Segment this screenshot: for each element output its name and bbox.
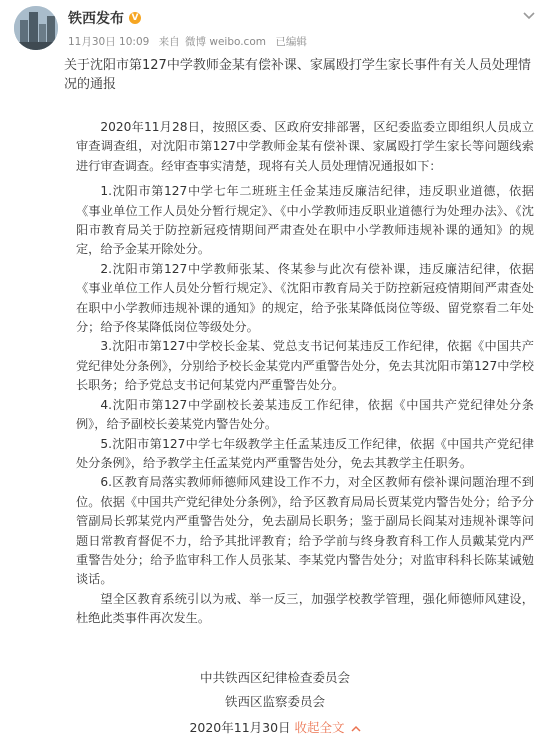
post-date[interactable]: 11月30日 10:09 bbox=[68, 36, 150, 48]
paragraph: 望全区教育系统引以为戒、举一反三，加强学校教学管理，强化师德师风建设，杜绝此类事件再次发生。 bbox=[76, 591, 534, 626]
chevron-down-icon[interactable] bbox=[522, 6, 536, 25]
source-prefix: 来自 bbox=[158, 36, 180, 48]
collapse-button[interactable] bbox=[295, 720, 361, 735]
avatar[interactable] bbox=[14, 6, 58, 50]
signature-line: 铁西区监察委员会 bbox=[224, 694, 325, 709]
signature-line: 中共铁西区纪律检查委员会 bbox=[199, 670, 350, 685]
signature-date-row bbox=[100, 718, 450, 736]
paragraph: 2020年11月28日，按照区委、区政府安排部署，区纪委监委立即组织人员成立审查调查组，对沈阳市第127中学教师金某有偿补课、家属殴打学生家长等问题线索进行审查调查。经审查事实清楚，现将有关人员处理情况通报如下： bbox=[76, 120, 534, 173]
collapse-label[interactable]: 收起全文 bbox=[294, 720, 345, 735]
post-body bbox=[76, 118, 534, 629]
author-name[interactable]: 铁西发布 bbox=[68, 11, 124, 27]
verified-badge: V bbox=[129, 12, 141, 24]
paragraph: 5.沈阳市第127中学七年级教学主任孟某违反工作纪律，依据《中国共产党纪律处分条例》，给予教学主任孟某党内严重警告处分，免去其教学主任职务。 bbox=[76, 436, 534, 470]
edited-label: 已编辑 bbox=[275, 36, 307, 48]
paragraph: 1.沈阳市第127中学七年二班班主任金某违反廉洁纪律，违反职业道德，依据《事业单位工作人员处分暂行规定》、《中小学教师违反职业道德行为处理办法》、《沈阳市教育局关于防控新冠疫情期间严肃查处在职中小学教师违规补课的通知》的规定，给予金某开除处分。 bbox=[76, 184, 534, 257]
post-meta bbox=[68, 34, 313, 50]
paragraph: 2.沈阳市第127中学教师张某、佟某参与此次有偿补课，违反廉洁纪律，依据《事业单位工作人员处分暂行规定》、《沈阳市教育局关于防控新冠疫情期间严肃查处在职中小学教师违规补课的通知》的规定，给予张某降低岗位等级、留党察看二年处分；给予佟某降低岗位等级处分。 bbox=[76, 261, 534, 335]
signature-date: 2020年11月30日 bbox=[189, 720, 291, 735]
caret-up-icon[interactable] bbox=[351, 725, 361, 733]
post-source[interactable]: 微博 weibo.com bbox=[185, 36, 266, 48]
paragraph: 3.沈阳市第127中学校长金某、党总支书记何某违反工作纪律，依据《中国共产党纪律处分条例》，分别给予校长金某党内严重警告处分，免去其沈阳市第127中学校长职务；给予党总支书记何某党内严重警告处分。 bbox=[76, 339, 534, 393]
author-row bbox=[68, 8, 141, 28]
paragraph: 6.区教育局落实教师师德师风建设工作不力，对全区教师有偿补课问题治理不到位。依据《中国共产党纪律处分条例》，给予区教育局局长贾某党内警告处分；给予分管副局长郭某党内严重警告处分，免去副局长职务；鉴于副局长阎某对违规补课等问题日常教育督促不力，给予其批评教育；给予学前与终身教育科工作人员戴某党内严重警告处分；给予监审科工作人员张某、李某党内警告处分；对监审科科长陈某诫勉谈话。 bbox=[76, 475, 534, 587]
post-header bbox=[0, 0, 550, 58]
post-title: 关于沈阳市第127中学教师金某有偿补课、家属殴打学生家长事件有关人员处理情况的通报 bbox=[64, 58, 531, 92]
paragraph: 4.沈阳市第127中学副校长姜某违反工作纪律，依据《中国共产党纪律处分条例》，给予副校长姜某党内警告处分。 bbox=[76, 397, 534, 432]
